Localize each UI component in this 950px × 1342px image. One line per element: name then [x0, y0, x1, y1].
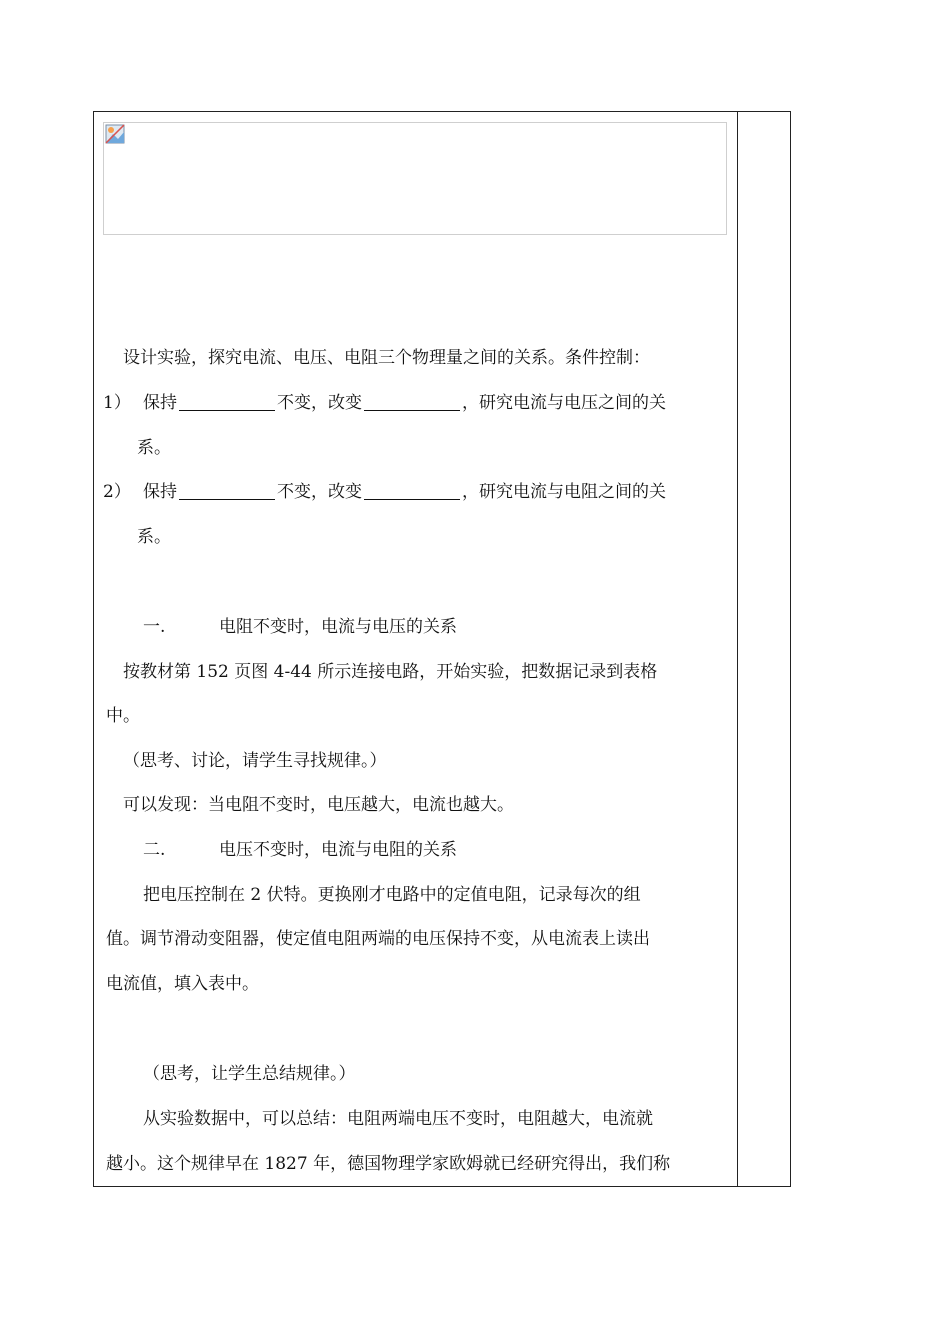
paragraph-line: 值。调节滑动变阻器，使定值电阻两端的电压保持不变，从电流表上读出 — [106, 929, 650, 949]
think-note: （思考、讨论，请学生寻找规律。） — [123, 751, 387, 771]
answer-blank[interactable] — [179, 393, 275, 411]
item-number: 2） — [103, 482, 131, 502]
condition-item-2: 2） 保持 不变，改变 ，研究电流与电阻之间的关 — [103, 482, 666, 502]
paragraph-line: 中。 — [106, 706, 140, 726]
image-placeholder — [103, 122, 727, 235]
paragraph-line: 从实验数据中，可以总结：电阻两端电压不变时，电阻越大，电流就 — [143, 1109, 653, 1129]
condition-item-2-continued: 系。 — [137, 527, 171, 547]
think-note: （思考，让学生总结规律。） — [143, 1064, 356, 1084]
condition-item-1: 1） 保持 不变，改变 ，研究电流与电压之间的关 — [103, 393, 666, 413]
column-divider — [737, 112, 738, 1186]
answer-blank[interactable] — [364, 482, 460, 500]
section-heading-1: 一. 电阻不变时，电流与电压的关系 — [143, 617, 457, 637]
item-number: 1） — [103, 393, 131, 413]
lesson-table — [93, 111, 791, 1187]
paragraph-line: 越小。这个规律早在 1827 年，德国物理学家欧姆就已经研究得出，我们称 — [106, 1154, 671, 1174]
finding-text: 可以发现：当电阻不变时，电压越大，电流也越大。 — [123, 795, 514, 815]
intro-text: 设计实验，探究电流、电压、电阻三个物理量之间的关系。条件控制： — [123, 348, 650, 368]
broken-image-icon — [105, 124, 125, 144]
paragraph-line: 电流值，填入表中。 — [106, 974, 259, 994]
section-heading-2: 二. 电压不变时，电流与电阻的关系 — [143, 840, 457, 860]
answer-blank[interactable] — [364, 393, 460, 411]
paragraph-line: 把电压控制在 2 伏特。更换刚才电路中的定值电阻，记录每次的组 — [143, 885, 641, 905]
condition-item-1-continued: 系。 — [137, 438, 171, 458]
answer-blank[interactable] — [179, 482, 275, 500]
paragraph-line: 按教材第 152 页图 4-44 所示连接电路，开始实验，把数据记录到表格 — [123, 662, 658, 682]
